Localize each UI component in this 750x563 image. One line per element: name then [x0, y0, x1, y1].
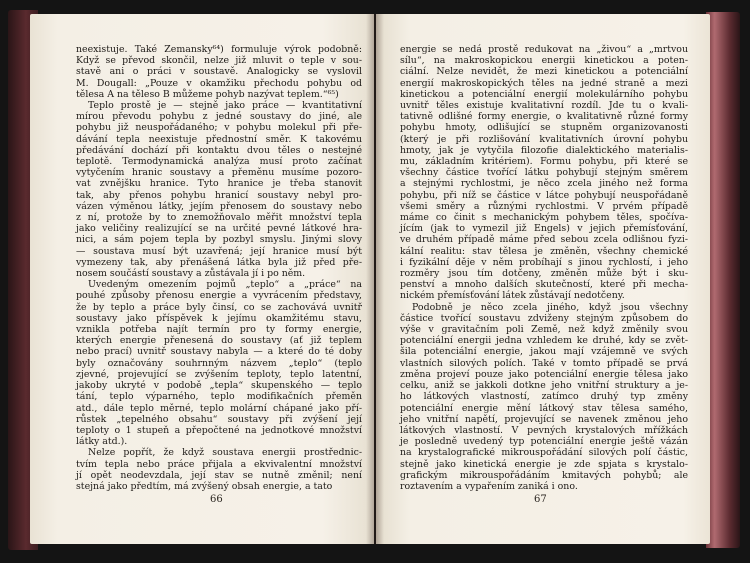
text-line: sílu“, na makroskopickou energii kinetickou a poten-	[400, 55, 688, 67]
text-line: tvím tepla nebo práce přijala a ekvivalentní množství	[76, 458, 362, 470]
text-line: na krystalografické mikrouspořádání silových polí částic,	[400, 447, 688, 459]
text-line: z ní, protože by to znemožňovalo měřit množství tepla	[76, 212, 362, 224]
text-line: (který je při rozlišování kvalitativních úrovní pohybu	[400, 133, 688, 145]
text-line: mu, základním kritériem). Formu pohybu, při které se	[400, 156, 688, 168]
text-line: stejně jako kinetická energie je zde spjata s krystalo-	[400, 458, 688, 470]
text-line: byly označovány souhrnným názvem „teplo“ (teplo	[76, 357, 362, 369]
text-line: vat zvnějšku hranice. Tyto hranice je třeba stanovit	[76, 178, 362, 190]
text-line: všechny částice tvořící látku pohybují stejným směrem	[400, 167, 688, 179]
text-line: kinetickou a potenciální energií molekulárního pohybu	[400, 88, 688, 100]
text-line: energie se nedá prostě redukovat na „živou“ a „mrtvou	[400, 44, 688, 55]
text-line: tání, teplo výparného, teplo modifikačních přeměn	[76, 391, 362, 403]
text-line: že by teplo a práce byly činsí, co se zachovává uvnitř	[76, 301, 362, 313]
text-line: pohybu již neuspořádaného; v pohybu molekul při pře-	[76, 122, 362, 134]
text-line: tak, aby přenos pohybu hranicí soustavy nebyl pro-	[76, 189, 362, 201]
text-line: částice tvořící soustavu zdviženy stejným způsobem do	[400, 312, 688, 324]
text-line: Když se převod skončil, nelze již mluvit o teple v sou-	[76, 55, 362, 67]
text-line: pohybu, při níž se částice v látce pohybují neuspořádaně	[400, 189, 688, 201]
text-line: vznikla potřeba najít termín pro ty formy energie,	[76, 324, 362, 336]
text-line: máme co činit s mechanickým pohybem těles, spočíva-	[400, 212, 688, 224]
text-line: vázen výměnou látky, jejím přenosem do soustavy nebo	[76, 200, 362, 212]
text-line: ciální. Nelze nevidět, že mezi kinetickou a potenciální	[400, 66, 688, 78]
text-line: tělesa A na těleso B můžeme pohyb nazývat teplem.“⁶⁵)	[76, 88, 339, 100]
text-line: potenciální energie mění látkový stav tělesa samého,	[400, 402, 688, 414]
text-line: mírou převodu pohybu z jedné soustavy do jiné, ale	[76, 111, 362, 123]
text-line: hmoty, jak je vytyčila filozofie dialektického materialis-	[400, 144, 688, 156]
text-line: roztavením a vypařením zaniká i ono.	[400, 480, 578, 492]
text-line: dávání tepla neexistuje přednostní směr. K takovému	[76, 133, 362, 145]
book-gutter	[366, 14, 384, 544]
book-cover-right-edge	[706, 12, 740, 548]
text-line: stavě ani o práci v soustavě. Analogicky se vyslovil	[76, 66, 362, 78]
text-line: i fyzikální děje v něm probíhají s jinou rychlostí, i jeho	[400, 256, 688, 268]
text-line: předávání dochází při kontaktu dvou těles o nestejné	[76, 144, 362, 156]
text-line: grafickým mikrouspořádáním kmitavých pohybů; ale	[400, 469, 688, 481]
text-line: tativně odlišné formy energie, o kvalitativně různé formy	[400, 111, 688, 123]
text-line: neexistuje. Také Zemansky⁶⁴) formuluje výrok podobně:	[76, 44, 362, 55]
text-line: potenciální energii jedna vzhledem ke druhé, kdy se zvět-	[400, 335, 688, 347]
text-line: ve druhém případě máme před sebou zcela odlišnou fyzi-	[400, 234, 688, 246]
text-line: penství a mnoho dalších skutečností, které při mecha-	[400, 279, 688, 291]
text-line: Uvedeným omezením pojmů „teplo“ a „práce“ na	[88, 279, 362, 291]
text-line: jeho vnitřní napětí, projevující se navenek změnou jeho	[400, 413, 688, 425]
text-line: teploty o 1 stupeň a přepočtené na jednotkové množství	[76, 424, 362, 436]
text-line: výše v gravitačním poli Země, než když změnily svou	[400, 324, 688, 336]
left-page	[30, 14, 374, 544]
text-line: stejná jako předtím, má zvýšený obsah energie, a tato	[76, 480, 333, 492]
text-line: — soustava musí být uzavřená; její hranice musí být	[76, 245, 362, 257]
text-line: teplotě. Termodynamická analýza musí proto začínat	[76, 156, 362, 168]
text-line: rozměry jsou tím dotčeny, změněn může být i sku-	[400, 268, 688, 280]
text-line: látkových vlastností. V pevných krystalových mřížkách	[400, 424, 688, 436]
text-line: šila potenciální energie, jakou mají vzájemně ve svých	[400, 346, 688, 358]
text-line: nickém přemísťování látek zůstávají nedotčeny.	[400, 290, 625, 302]
text-line: všemi směry a různými rychlostmi. V prvém případě	[400, 200, 688, 212]
text-line: nebo prací) uvnitř soustavy nabyla — a které do té doby	[76, 346, 362, 358]
text-line: zjevné, projevující se zvýšením teploty, teplo latentní,	[76, 368, 362, 380]
right-page	[376, 14, 710, 544]
text-line: atd., dále teplo měrné, teplo molární chápané jako pří-	[76, 402, 362, 414]
text-line: a stejnými rychlostmi, je něco zcela jiného než forma	[400, 178, 688, 190]
text-line: Nelze popřít, že když soustava energii prostřednic-	[88, 447, 362, 459]
text-line: jícím (jak to vymezil již Engels) v jejich přemísťování,	[400, 223, 688, 235]
text-line: Podobně je něco zcela jiného, když jsou všechny	[412, 301, 688, 313]
text-line: uvnitř těles existuje kvalitativní rozdíl. Jde tu o kvali-	[400, 100, 688, 112]
text-line: energií makroskopických těles na jedné straně a mezi	[400, 77, 688, 89]
text-line: Teplo prostě je — stejně jako práce — kvantitativní	[88, 100, 362, 112]
right-page-text	[400, 44, 688, 492]
text-line: vymezeny tak, aby přenášená látka byla již před pře-	[76, 256, 362, 268]
left-page-number: 66	[210, 494, 223, 505]
right-page-number: 67	[534, 494, 547, 505]
text-line: M. Dougall: „Pouze v okamžiku přechodu pohybu od	[76, 77, 362, 89]
text-line: pohybu hmoty, odlišující se stupněm organizovanosti	[400, 122, 688, 134]
text-line: jí opět neodevzdala, její stav se nutně změnil; není	[76, 469, 362, 481]
text-line: nosem součástí soustavy a zůstávala jí i po něm.	[76, 268, 306, 280]
text-line: kterých energie přenesená do soustavy (ať již teplem	[76, 335, 362, 347]
text-line: jako veličiny realizující se na určité pevné látkové hra-	[76, 223, 362, 235]
text-line: ho látkových vlastností, zatímco druhý typ změny	[400, 391, 688, 403]
text-line: celku, aniž se jakkoli dotkne jeho vnitřní struktury a je-	[400, 380, 688, 392]
text-line: vytyčením hranic soustavy a přeměnu musíme pozoro-	[76, 167, 362, 179]
text-line: jakoby ukryté v podobě „tepla“ skupenského — teplo	[76, 380, 362, 392]
text-line: kální realitu: stav tělesa je změněn, všechny chemické	[400, 245, 688, 257]
text-line: vlastních silových polích. Také v tomto případě se prvá	[400, 357, 688, 369]
text-line: nici, a sám pojem tepla by pozbyl smyslu. Jinými slovy	[76, 234, 362, 246]
text-line: je posledně uvedený typ potenciální energie ještě vázán	[400, 436, 688, 448]
left-page-text	[76, 44, 362, 492]
text-line: látky atd.).	[76, 436, 128, 448]
text-line: změna projeví pouze jako potenciální energie tělesa jako	[400, 368, 688, 380]
text-line: pouhé způsoby přenosu energie a vyvrácením představy,	[76, 290, 362, 302]
text-line: soustavy jako příspěvek k jejímu okamžitému stavu,	[76, 312, 362, 324]
text-line: růstek „tepelného obsahu“ soustavy při zvýšení její	[76, 413, 362, 425]
